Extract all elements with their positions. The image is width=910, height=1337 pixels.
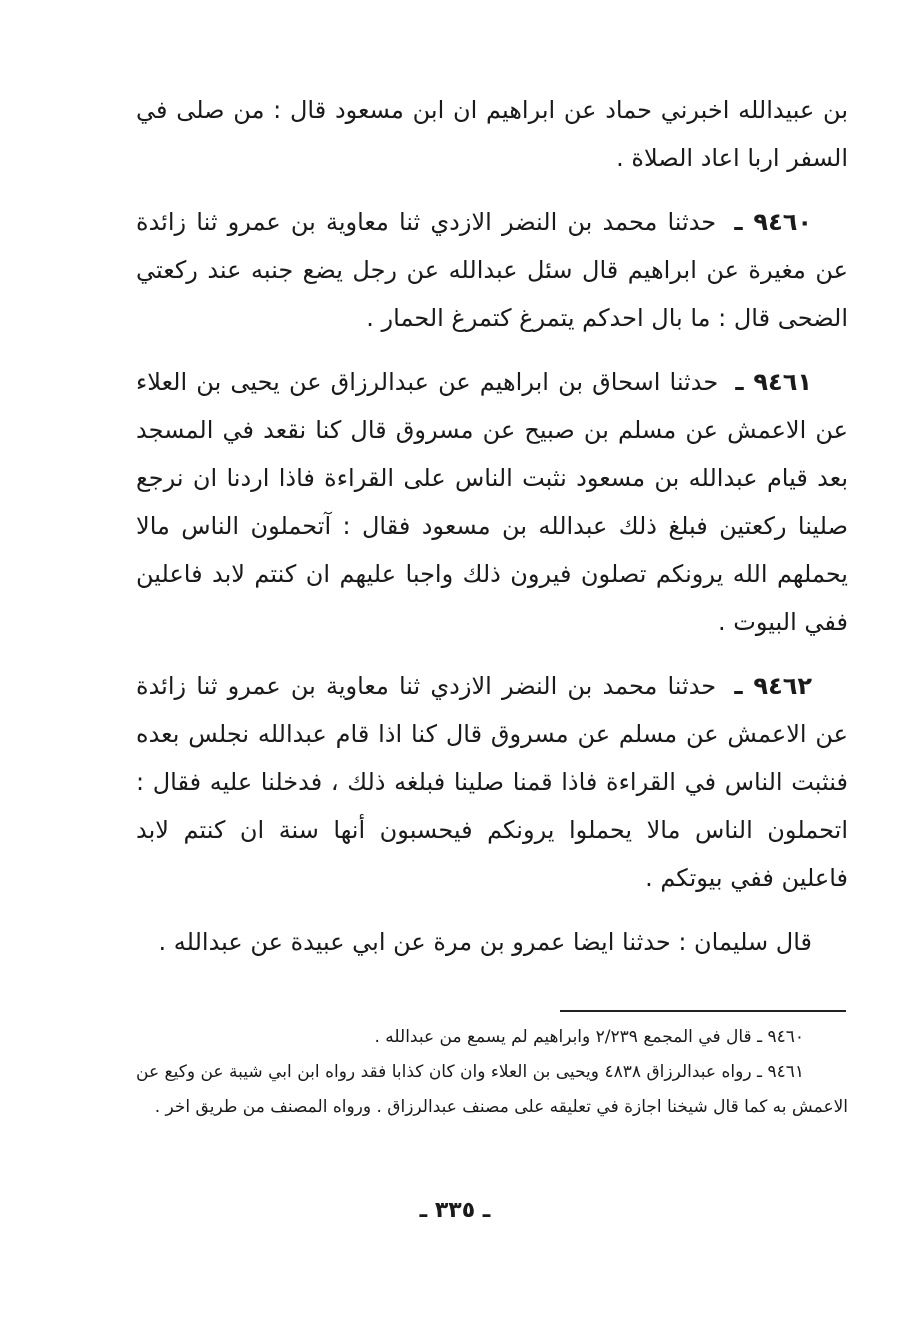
paragraph-text: حدثنا محمد بن النضر الازدي ثنا معاوية بن عمرو ثنا زائدة عن مغيرة عن ابراهيم قال سئل عبدالله عن رجل يضع جنبه عند ركعتي الضحى قال : ما بال احدكم يتمرغ كتمرغ الحمار . [136, 208, 848, 332]
footnote-divider [560, 1010, 846, 1012]
paragraph-text: حدثنا اسحاق بن ابراهيم عن عبدالرزاق عن يحيى بن العلاء عن الاعمش عن مسلم بن صبيح عن مسروق قال كنا نقعد في المسجد بعد قيام عبدالله بن مسعود نثبت الناس على القراءة فاذا اردنا ان نرجع صلينا ركعتين فبلغ ذلك عبدالله بن مسعود فقال : آتحملون الناس مالا يحملهم الله يرونكم تصلون فيرون ذلك واجبا عليهم ان كنتم لابد فاعلين ففي البيوت . [136, 368, 848, 636]
footnotes [136, 1020, 848, 1125]
sulayman-note [136, 918, 848, 966]
hadith-9462 [136, 662, 848, 902]
hadith-9461 [136, 358, 848, 646]
paragraph-text: قال سليمان : حدثنا ايضا عمرو بن مرة عن ابي عبيدة عن عبدالله . [158, 928, 812, 956]
main-text [136, 86, 848, 982]
footnote-9461: ٩٤٦١ ـ رواه عبدالرزاق ٤٨٣٨ ويحيى بن العلاء وان كان كذابا فقد رواه ابن ابي شيبة عن وكيع عن الاعمش به كما قال شيخنا اجازة في تعليقه على مصنف عبدالرزاق . ورواه المصنف من طريق اخر . [136, 1062, 848, 1117]
paragraph-text: حدثنا محمد بن النضر الازدي ثنا معاوية بن عمرو ثنا زائدة عن الاعمش عن مسلم عن مسروق قال كنا اذا قام عبدالله نجلس بعده فنثبت الناس في القراءة فاذا قمنا صلينا فبلغه ذلك ، فدخلنا عليه فقال : اتحملون الناس مالا يحملوا يرونكم فيحسبون أنها سنة ان كنتم لابد فاعلين ففي بيوتكم . [136, 672, 848, 892]
footnote-9460: ٩٤٦٠ ـ قال في المجمع ٢/٢٣٩ وابراهيم لم يسمع من عبدالله . [374, 1027, 804, 1047]
paragraph-text: بن عبيدالله اخبرني حماد عن ابراهيم ان ابن مسعود قال : من صلى في السفر اربا اعاد الصلاة . [136, 96, 848, 172]
hadith-number: ٩٤٦٢ ـ [734, 672, 813, 700]
paragraph-continuation [136, 86, 848, 182]
hadith-number: ٩٤٦١ ـ [735, 368, 812, 396]
page-number: ـ ٣٣٥ ـ [419, 1198, 491, 1223]
hadith-number: ٩٤٦٠ ـ [734, 208, 813, 236]
hadith-9460 [136, 198, 848, 342]
